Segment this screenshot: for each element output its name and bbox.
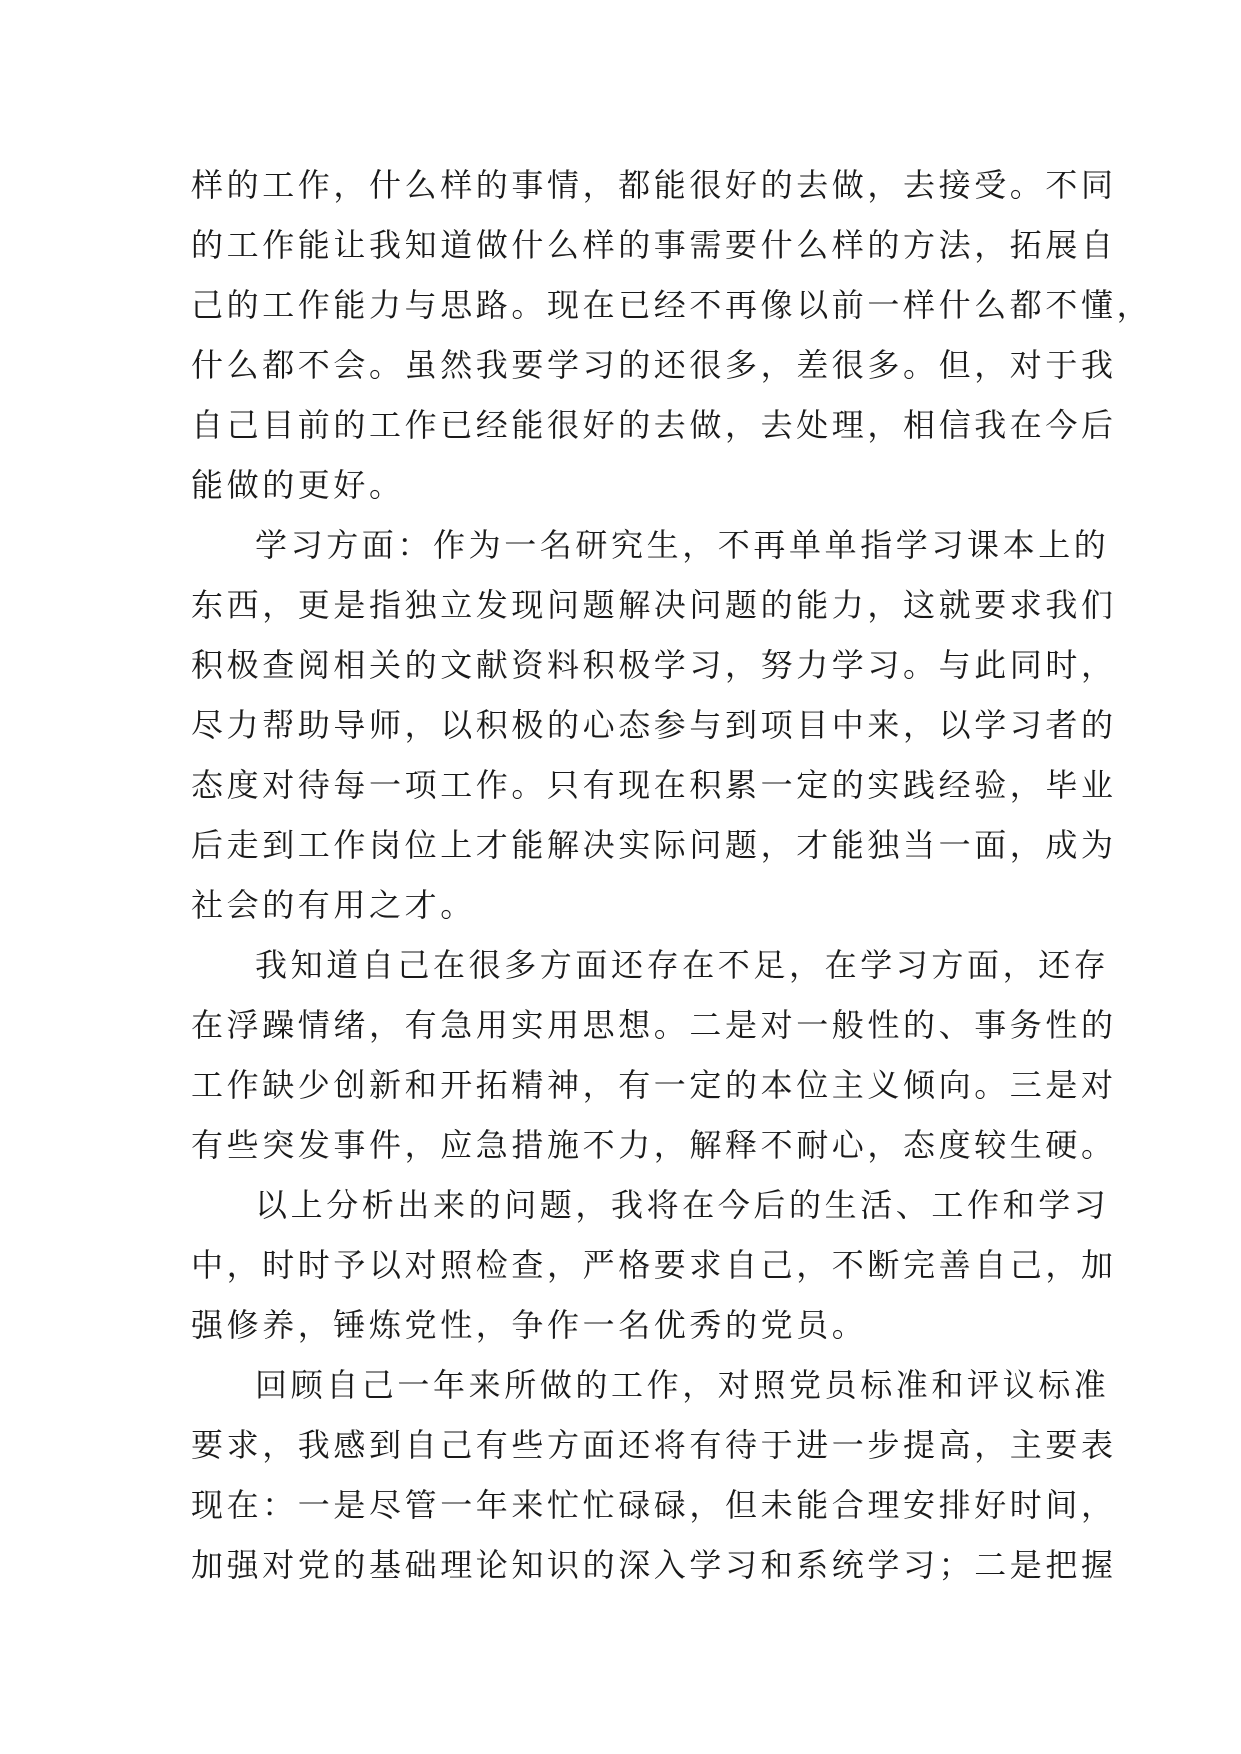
text-line: 加强对党的基础理论知识的深入学习和系统学习；二是把握 — [191, 1546, 1117, 1584]
text-line: 在浮躁情绪，有急用实用思想。二是对一般性的、事务性的 — [191, 1006, 1117, 1044]
text-line: 强修养，锤炼党性，争作一名优秀的党员。 — [191, 1306, 868, 1344]
text-line: 东西，更是指独立发现问题解决问题的能力，这就要求我们 — [191, 586, 1117, 624]
text-line: 己的工作能力与思路。现在已经不再像以前一样什么都不懂， — [191, 286, 1153, 324]
text-line: 现在：一是尽管一年来忙忙碌碌，但未能合理安排好时间， — [191, 1486, 1117, 1524]
text-line: 积极查阅相关的文献资料积极学习，努力学习。与此同时， — [191, 646, 1117, 684]
text-line: 自己目前的工作已经能很好的去做，去处理，相信我在今后 — [191, 406, 1117, 444]
text-line: 尽力帮助导师，以积极的心态参与到项目中来，以学习者的 — [191, 706, 1117, 744]
text-line: 的工作能让我知道做什么样的事需要什么样的方法，拓展自 — [191, 226, 1117, 264]
text-line: 态度对待每一项工作。只有现在积累一定的实践经验，毕业 — [191, 766, 1117, 804]
text-line: 能做的更好。 — [191, 466, 405, 504]
text-line: 社会的有用之才。 — [191, 886, 476, 924]
paragraph-first-line: 以上分析出来的问题，我将在今后的生活、工作和学习 — [255, 1186, 1110, 1224]
paragraph-first-line: 回顾自己一年来所做的工作，对照党员标准和评议标准 — [255, 1366, 1110, 1404]
paragraph-first-line: 我知道自己在很多方面还存在不足，在学习方面，还存 — [255, 946, 1110, 984]
text-line: 什么都不会。虽然我要学习的还很多，差很多。但，对于我 — [191, 346, 1117, 384]
paragraph-first-line: 学习方面：作为一名研究生，不再单单指学习课本上的 — [255, 526, 1110, 564]
text-line: 要求，我感到自己有些方面还将有待于进一步提高，主要表 — [191, 1426, 1117, 1464]
text-line: 工作缺少创新和开拓精神，有一定的本位主义倾向。三是对 — [191, 1066, 1117, 1104]
text-line: 后走到工作岗位上才能解决实际问题，才能独当一面，成为 — [191, 826, 1117, 864]
text-line: 中，时时予以对照检查，严格要求自己，不断完善自己，加 — [191, 1246, 1117, 1284]
text-line: 样的工作，什么样的事情，都能很好的去做，去接受。不同 — [191, 166, 1117, 204]
text-line: 有些突发事件，应急措施不力，解释不耐心，态度较生硬。 — [191, 1126, 1117, 1164]
